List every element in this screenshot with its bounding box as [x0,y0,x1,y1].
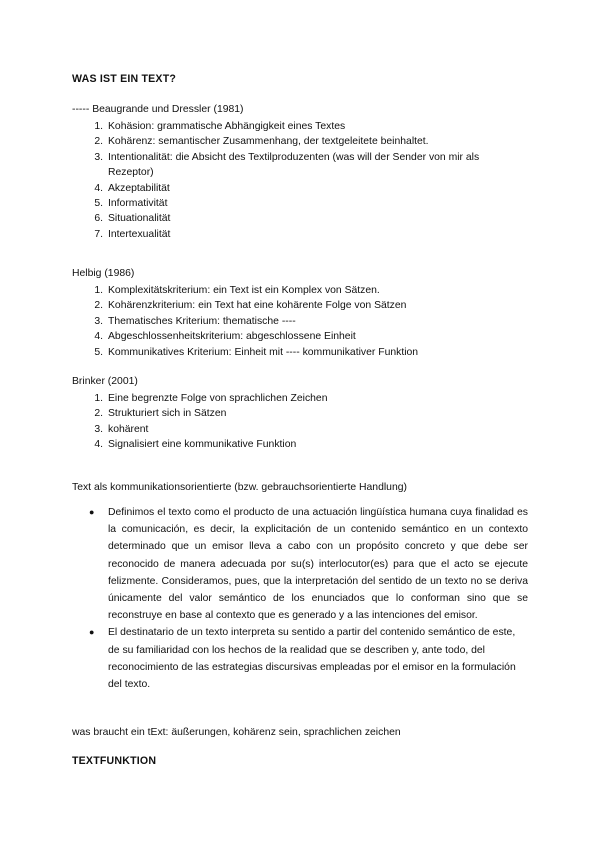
helbig-criteria-list [72,283,528,360]
list-number: 4. [94,439,103,451]
heading-was-ist-ein-text: WAS IST EIN TEXT? [72,73,177,85]
list-number: 4. [94,331,103,343]
bullet-dot-icon: ● [89,507,95,517]
list-number: 6. [94,213,103,225]
list-item [72,391,528,406]
list-text: Intentionalität: die Absicht des Textilproduzenten (was will der Sender von mir als Rezeptor) [108,151,480,179]
bullet-item [72,624,528,693]
list-item [72,329,528,344]
beaugrande-criteria-list [72,119,508,242]
list-item [72,211,508,226]
list-text: Intertexualität [108,228,171,240]
section-beaugrande-header: ----- Beaugrande und Dressler (1981) [72,104,244,115]
list-number: 7. [94,228,103,240]
list-text: Eine begrenzte Folge von sprachlichen Zeichen [108,393,328,404]
list-text: Kohäsion: grammatische Abhängigkeit eines Textes [108,121,346,132]
list-item [72,196,508,211]
heading-textfunktion: TEXTFUNKTION [72,755,157,767]
list-number: 3. [94,315,103,327]
brinker-criteria-list [72,391,528,453]
section-helbig-header: Helbig (1986) [72,268,135,279]
list-item [72,298,528,313]
list-text: Strukturiert sich in Sätzen [108,408,227,420]
list-text: Akzeptabilität [108,182,170,194]
list-number: 3. [94,151,103,163]
list-item [72,283,528,298]
list-number: 1. [94,285,103,296]
list-item [72,314,528,329]
section-text-als-header: Text als kommunikationsorientierte (bzw. gebrauchsorientierte Handlung) [72,482,407,493]
list-text: Kohärenz: semantischer Zusammenhang, der textgeleitete beinhaltet. [108,136,429,148]
list-text: Abgeschlossenheitskriterium: abgeschlossene Einheit [108,331,356,343]
list-number: 2. [94,136,103,148]
list-text: Signalisiert eine kommunikative Funktion [108,439,297,451]
list-number: 5. [94,346,103,358]
list-number: 3. [94,423,103,435]
list-text: Informativität [108,198,168,210]
list-text: Komplexitätskriterium: ein Text ist ein Komplex von Sätzen. [108,285,380,296]
bullet-text: Definimos el texto como el producto de una actuación lingüística humana cuya finalidad es la comunicación, es decir, la explicitación de un contenido semántico en un contexto determinado que un emisor lleva a cabo con un propósito concreto y que debe ser reconocido de manera adecuada por su(s) interlocutor(es) para que el acto se ejecute felizmente. Consideramos, pues, que la interpretación del sentido de un texto no se deriva únicamente del valor semántico de los enunciados que lo conforman sino que se reconstruye en base al contexto que es generado y a las intenciones del emisor. [108,507,528,622]
list-item [72,227,508,242]
list-item [72,406,528,421]
list-item [72,422,528,437]
list-number: 1. [94,393,103,404]
bullet-dot-icon: ● [89,627,95,638]
list-number: 4. [94,182,103,194]
list-number: 5. [94,198,103,210]
list-text: kohärent [108,423,149,435]
bullet-text: El destinatario de un texto interpreta su sentido a partir del contenido semántico de este, de su familiaridad con los hechos de la realidad que se describen y, ante todo, del reconocimiento de las estrategias discursivas empleadas por el emisor en la formulación del texto. [108,627,516,691]
list-number: 2. [94,300,103,312]
list-item [72,437,528,452]
list-text: Situationalität [108,213,171,225]
list-text: Kohärenzkriterium: ein Text hat eine kohärente Folge von Sätzen [108,300,407,312]
list-item [72,345,528,360]
list-text: Kommunikatives Kriterium: Einheit mit ---- kommunikativer Funktion [108,346,419,358]
list-item [72,119,508,134]
bullet-item [72,504,528,624]
list-number: 2. [94,408,103,420]
list-text: Thematisches Kriterium: thematische ---- [108,315,296,327]
list-item [72,134,508,149]
list-number: 1. [94,121,103,132]
spanish-definition-bullets [72,504,528,693]
list-item [72,181,508,196]
section-brinker-header: Brinker (2001) [72,376,138,387]
list-item [72,150,508,181]
footer-note-line: was braucht ein tExt: äußerungen, kohärenz sein, sprachlichen zeichen [72,727,401,738]
